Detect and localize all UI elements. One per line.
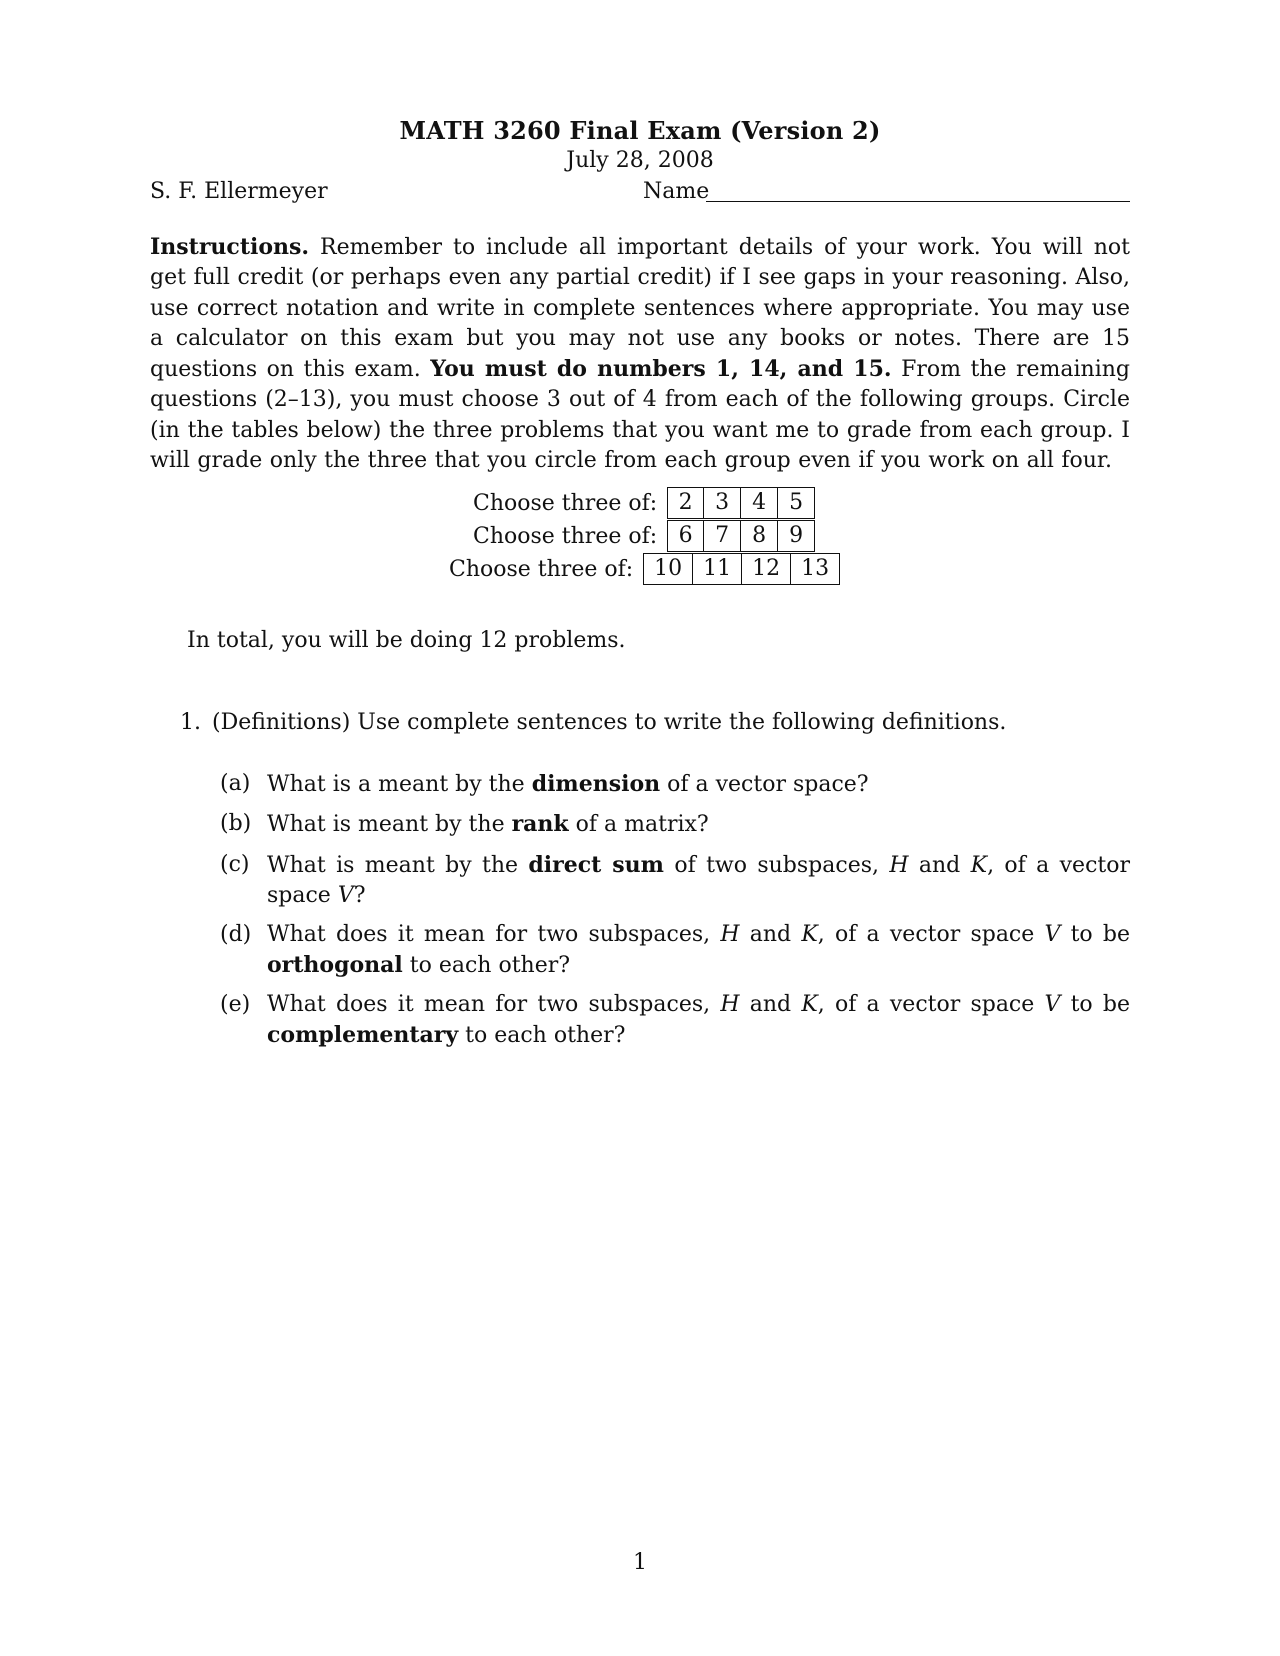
math-variable: H bbox=[720, 992, 740, 1017]
math-variable: H bbox=[889, 853, 909, 878]
choose-group-1 bbox=[473, 487, 815, 519]
question-1d bbox=[220, 920, 1130, 981]
question-1a bbox=[220, 769, 1130, 800]
problem-cell: 9 bbox=[777, 521, 814, 551]
math-variable: K bbox=[801, 922, 818, 947]
total-problems-note: In total, you will be doing 12 problems. bbox=[187, 628, 626, 653]
problem-cell: 3 bbox=[703, 488, 740, 518]
student-name-line bbox=[706, 201, 1130, 202]
subquestion-label: (d) bbox=[220, 922, 252, 947]
question-1-text: (Definitions) Use complete sentences to write the following definitions. bbox=[212, 710, 1007, 735]
exam-date: July 28, 2008 bbox=[566, 148, 714, 173]
choose-group-2 bbox=[473, 520, 815, 552]
subquestion-text: What is a meant by the bbox=[267, 772, 532, 797]
subquestion-text: of a matrix? bbox=[568, 812, 709, 837]
subquestion-text: What is meant by the bbox=[267, 853, 529, 878]
subquestion-text: to be bbox=[1060, 992, 1130, 1017]
instructions-text-2: From the remaining questions (2–13), you must choose 3 out of 4 from each of the following groups. Circle (in the tables below) the three problems that you want me to grade from each group. I will grade only the three that you circle from each group even if you work on all four. bbox=[150, 357, 1131, 474]
math-variable: H bbox=[720, 922, 740, 947]
problem-cell: 5 bbox=[777, 488, 814, 518]
math-variable: K bbox=[801, 992, 818, 1017]
instructions-paragraph bbox=[150, 232, 1130, 476]
subquestion-text: , of a vector space bbox=[267, 853, 1130, 908]
subquestion-text: What does it mean for two subspaces, bbox=[267, 992, 721, 1017]
subquestion-text: and bbox=[739, 992, 802, 1017]
question-1c bbox=[220, 850, 1130, 911]
defined-term: dimension bbox=[531, 771, 661, 797]
subquestion-text: What does it mean for two subspaces, bbox=[267, 922, 721, 947]
problem-cell: 8 bbox=[740, 521, 777, 551]
page-number: 1 bbox=[633, 1550, 647, 1575]
choose-group-table bbox=[667, 487, 815, 519]
math-variable: V bbox=[337, 883, 354, 908]
choose-group-table bbox=[643, 553, 840, 585]
defined-term: orthogonal bbox=[267, 952, 403, 978]
subquestion-text: to each other? bbox=[458, 1023, 626, 1048]
defined-term: complementary bbox=[267, 1022, 459, 1048]
choose-group-label: Choose three of: bbox=[473, 523, 658, 549]
subquestion-text: and bbox=[739, 922, 802, 947]
instructions-required: You must do numbers 1, 14, and 15. bbox=[430, 356, 892, 383]
problem-cell: 13 bbox=[790, 554, 839, 584]
problem-cell: 2 bbox=[678, 490, 693, 515]
instructions-text-1: Remember to include all important details of your work. You will not get full credit (or perhaps even any partial credit) if I see gaps in your reasoning. Also, use correct notation and write in complete sentences where appropriate. You may use a calculator on this exam but you may not use any books or notes. There are 15 questions on this exam. bbox=[150, 235, 1130, 383]
question-1-intro bbox=[180, 710, 1006, 735]
subquestion-text: to be bbox=[1060, 922, 1130, 947]
choose-group-table bbox=[667, 520, 815, 552]
subquestion-text: , of a vector space bbox=[817, 922, 1045, 947]
problem-cell: 6 bbox=[678, 523, 693, 548]
subquestion-label: (b) bbox=[220, 811, 252, 836]
subquestion-label: (a) bbox=[220, 771, 251, 796]
problem-cell: 4 bbox=[740, 488, 777, 518]
subquestion-label: (e) bbox=[220, 992, 251, 1017]
defined-term: rank bbox=[511, 811, 569, 837]
problem-cell: 12 bbox=[741, 554, 790, 584]
student-name-label: Name bbox=[643, 179, 710, 204]
subquestion-text: of a vector space? bbox=[660, 772, 869, 797]
problem-cell: 10 bbox=[654, 556, 683, 581]
choose-group-label: Choose three of: bbox=[449, 556, 634, 582]
subquestion-label: (c) bbox=[220, 852, 250, 877]
question-1b bbox=[220, 809, 1130, 840]
subquestion-text: , of a vector space bbox=[817, 992, 1045, 1017]
math-variable: V bbox=[1044, 922, 1061, 947]
subquestion-text: to each other? bbox=[402, 953, 571, 978]
instructor-name: S. F. Ellermeyer bbox=[150, 179, 328, 204]
exam-title: MATH 3260 Final Exam (Version 2) bbox=[399, 116, 881, 145]
subquestion-text: ? bbox=[353, 883, 366, 908]
problem-cell: 11 bbox=[692, 554, 741, 584]
choose-group-label: Choose three of: bbox=[473, 490, 658, 516]
problem-cell: 7 bbox=[703, 521, 740, 551]
question-1e bbox=[220, 990, 1130, 1051]
subquestion-text: of two subspaces, bbox=[663, 853, 890, 878]
question-number: 1. bbox=[180, 710, 201, 735]
subquestion-text: and bbox=[908, 853, 971, 878]
math-variable: K bbox=[970, 853, 988, 878]
instructions-lead: Instructions. bbox=[150, 234, 310, 260]
defined-term: direct sum bbox=[528, 852, 664, 878]
math-variable: V bbox=[1044, 992, 1061, 1017]
subquestion-text: What is meant by the bbox=[267, 812, 512, 837]
choose-group-3 bbox=[449, 553, 840, 585]
